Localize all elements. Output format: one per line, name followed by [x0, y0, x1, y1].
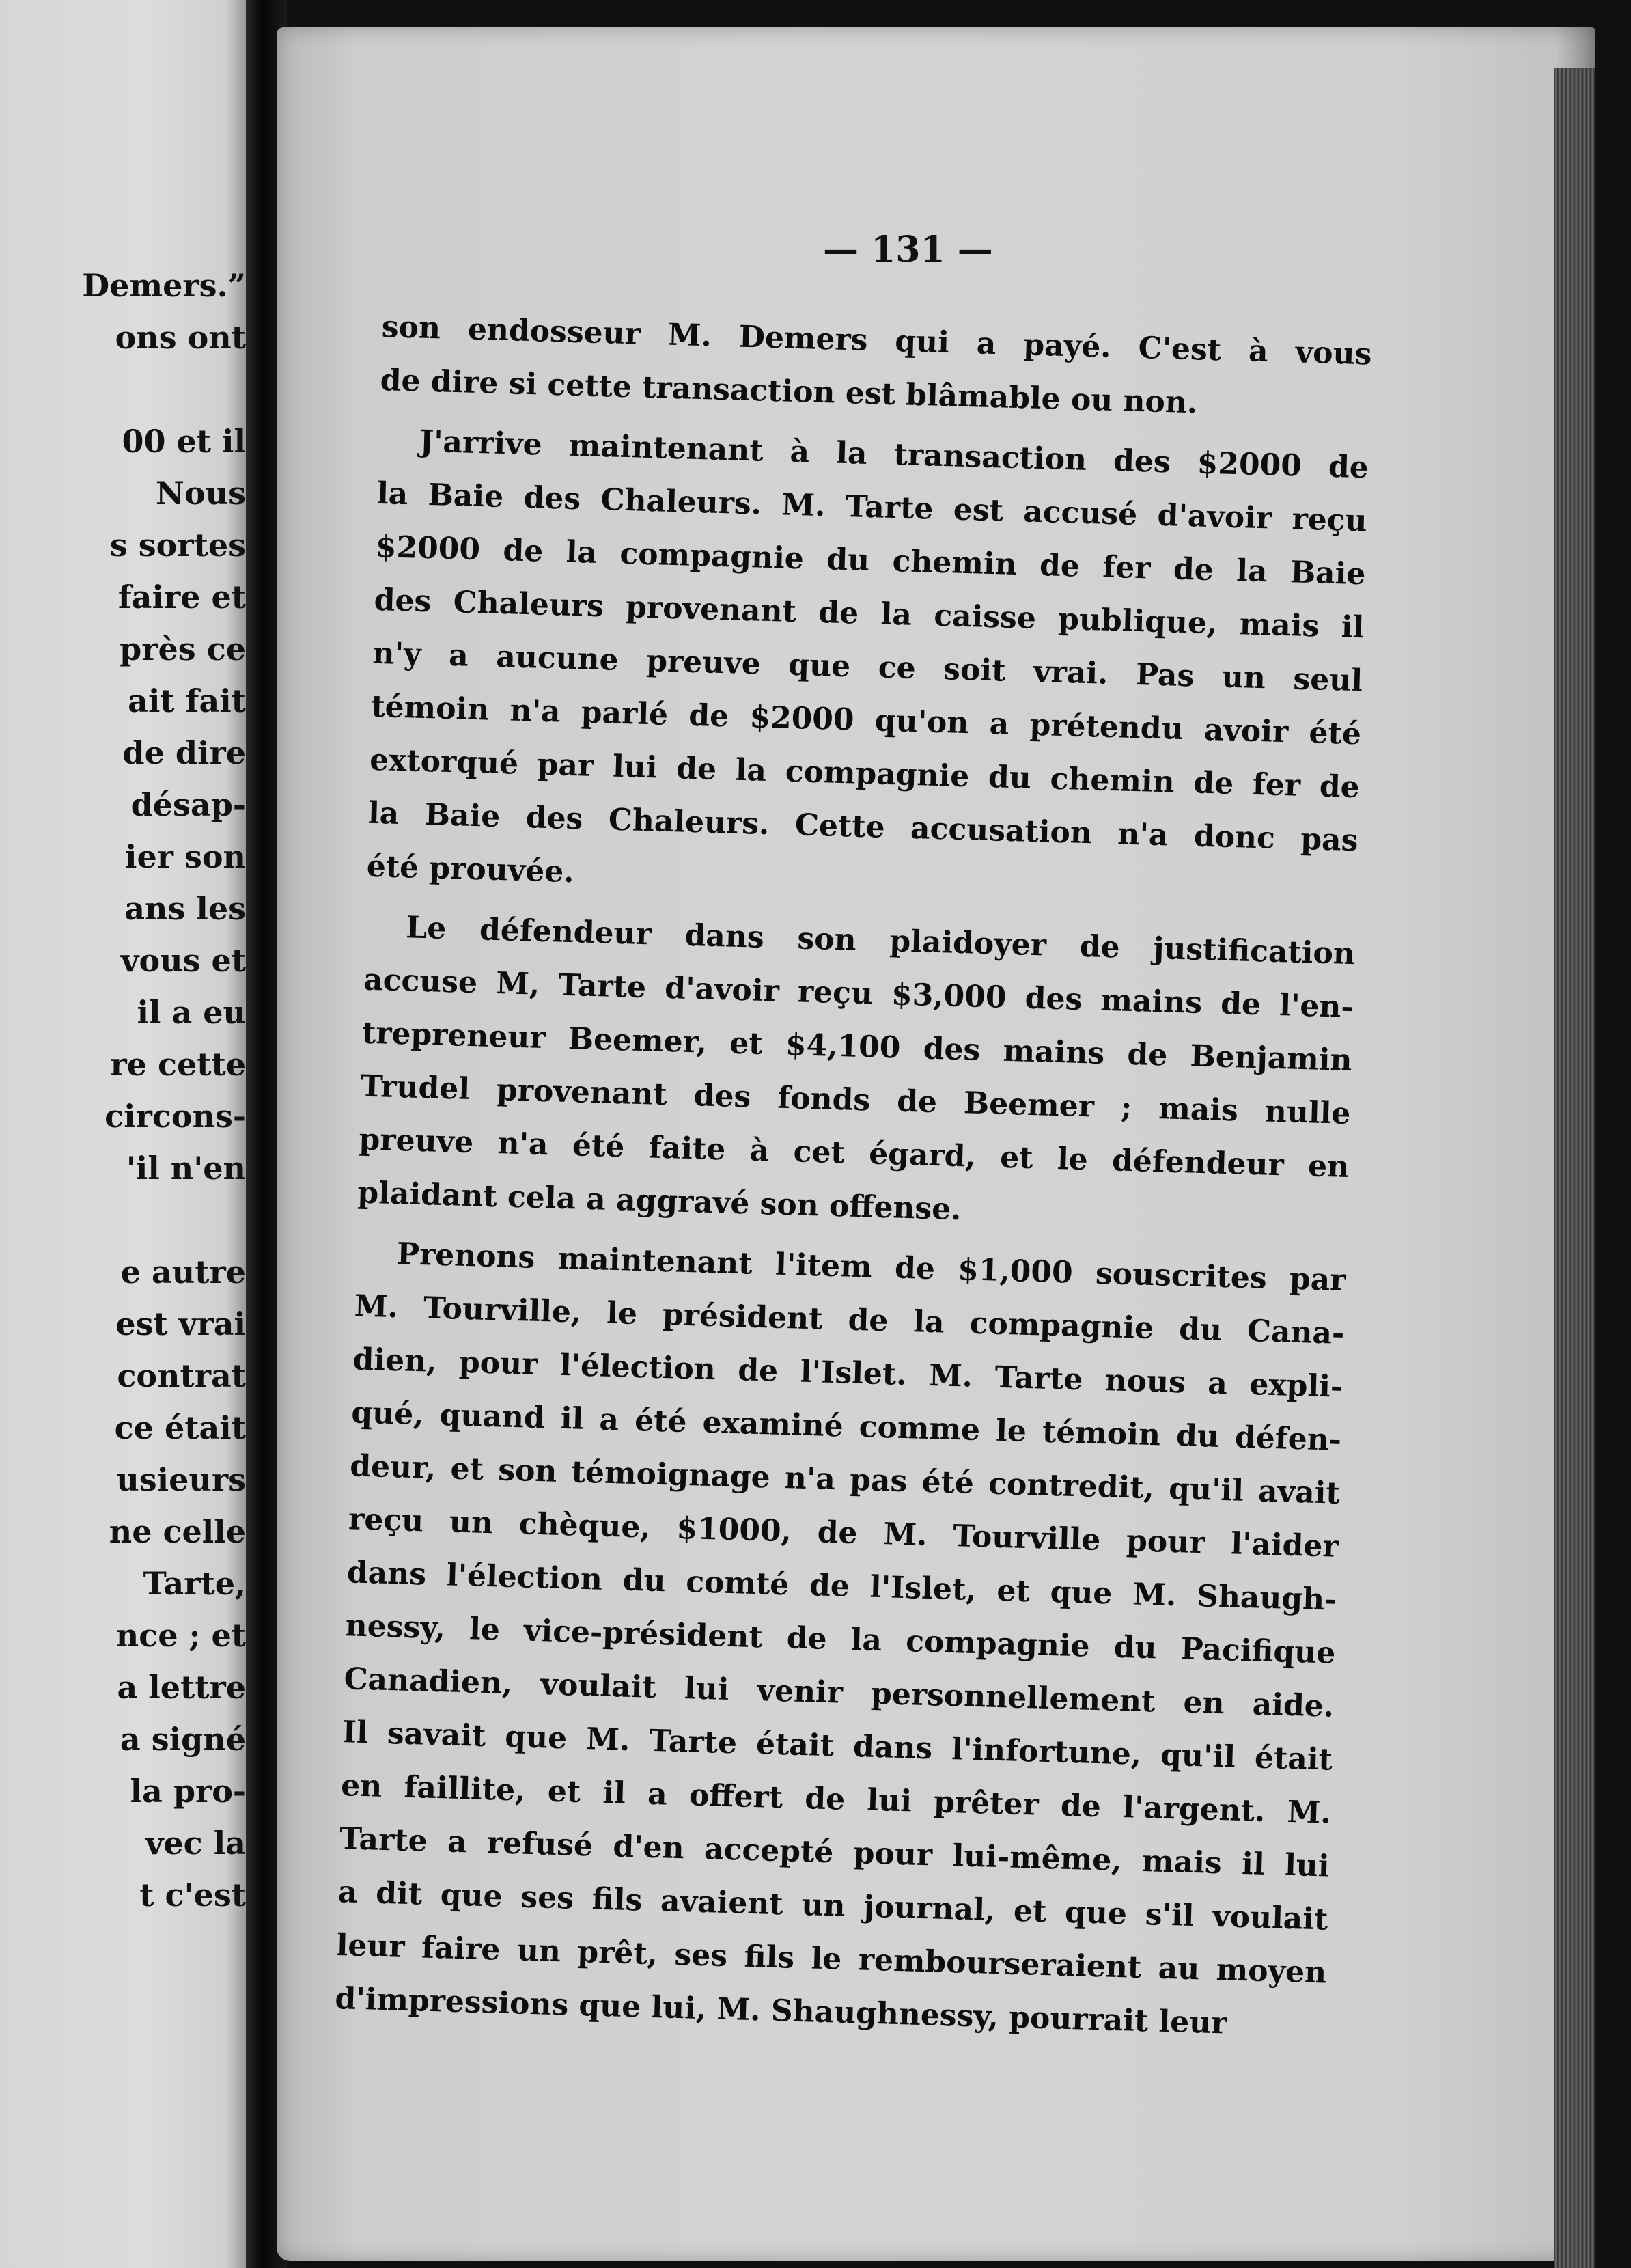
left-page-line: Tarte,	[143, 1565, 246, 1602]
page-number: — 131 —	[823, 229, 993, 271]
text-line: plaidant cela a aggravé son offense.	[357, 1175, 962, 1228]
left-page-line: circons-	[104, 1098, 246, 1135]
left-page-line: la pro-	[130, 1773, 246, 1810]
text-line: en faillite, et il a offert de lui prêter de l'argent. M.	[340, 1768, 1332, 1831]
left-page-line: ne celle	[109, 1513, 246, 1550]
left-page-line: est vrai	[115, 1305, 246, 1342]
text-line: dans l'élection du comté de l'Islet, et que M. Shaugh-	[346, 1555, 1338, 1618]
text-line: d'impressions que lui, M. Shaughnessy, pourrait leur	[334, 1981, 1228, 2041]
left-page-line: ons ont	[115, 319, 246, 356]
text-line: deur, et son témoignage n'a pas été contredit, qu'il avait	[349, 1448, 1341, 1511]
text-line: Prenons maintenant l'item de $1,000 souscrites par	[396, 1236, 1347, 1298]
left-page-line: re cette	[110, 1046, 246, 1083]
text-line: été prouvée.	[366, 848, 575, 890]
left-page-line: e autre	[120, 1254, 246, 1290]
left-page-line: 00 et il	[122, 423, 246, 460]
text-line: Tarte a refusé d'en accepté pour lui-même, mais il lui	[339, 1821, 1330, 1884]
left-page-line: ait fait	[128, 682, 246, 719]
text-line: J'arrive maintenant à la transaction des $2000 de	[419, 424, 1369, 486]
left-page-line: faire et	[117, 579, 246, 616]
left-page-line: Demers.”	[82, 267, 246, 304]
left-page-line: s sortes	[109, 527, 246, 564]
left-page-line: t c'est	[139, 1877, 246, 1913]
text-line: témoin n'a parlé de $2000 qu'on a prétendu avoir été	[370, 689, 1362, 752]
text-line: reçu un chèque, $1000, de M. Tourville pour l'aider	[348, 1502, 1339, 1564]
text-line: la Baie des Chaleurs. Cette accusation n'a donc pas	[367, 795, 1359, 859]
left-page-line: nce ; et	[115, 1617, 246, 1654]
text-line: de dire si cette transaction est blâmable ou non.	[380, 362, 1198, 421]
text-line: n'y a aucune preuve que ce soit vrai. Pas un seul	[372, 635, 1363, 699]
left-page-line: désap-	[130, 786, 246, 823]
paragraph	[334, 1226, 1346, 2053]
left-page-line: a signé	[120, 1721, 246, 1758]
left-page-line	[0, 363, 246, 415]
text-line: nessy, le vice-président de la compagnie du Pacifique	[345, 1608, 1336, 1671]
left-page-line: a lettre	[117, 1669, 246, 1706]
left-page-text	[0, 260, 246, 1921]
paragraph	[366, 414, 1369, 921]
left-page-line: vous et	[120, 942, 246, 979]
left-page-line: de dire	[122, 734, 246, 771]
left-page-line: contrat	[117, 1357, 246, 1394]
left-page-line: il a eu	[137, 994, 246, 1031]
text-line: extorqué par lui de la compagnie du chemin de fer de	[369, 742, 1361, 805]
left-page-line: ce était	[114, 1409, 246, 1446]
left-page-line: Nous	[155, 475, 246, 512]
page-body-text	[334, 301, 1372, 2053]
text-line: accuse M, Tarte d'avoir reçu $3,000 des mains de l'en-	[363, 962, 1354, 1025]
text-line: dien, pour l'élection de l'Islet. M. Tarte nous a expli-	[352, 1342, 1343, 1405]
page-edge-stack	[1554, 68, 1595, 2268]
text-line: son endosseur M. Demers qui a payé. C'est à vous	[381, 309, 1373, 372]
text-line: Trudel provenant des fonds de Beemer ; mais nulle	[360, 1068, 1352, 1132]
left-page-line: ier son	[124, 838, 246, 875]
text-line: M. Tourville, le président de la compagnie du Cana-	[354, 1288, 1346, 1351]
left-page-line: près ce	[120, 631, 246, 667]
text-line: des Chaleurs provenant de la caisse publique, mais il	[374, 582, 1365, 646]
text-line: Canadien, voulait lui venir personnellement en aide.	[343, 1661, 1335, 1724]
text-line: la Baie des Chaleurs. M. Tarte est accusé d'avoir reçu	[376, 475, 1368, 539]
text-line: a dit que ses fils avaient un journal, et que s'il voulait	[337, 1875, 1329, 1937]
text-line: trepreneur Beemer, et $4,100 des mains de Benjamin	[361, 1015, 1353, 1079]
left-page-line	[0, 1194, 246, 1246]
text-line: Il savait que M. Tarte était dans l'infortune, qu'il était	[341, 1715, 1333, 1778]
text-line: Le défendeur dans son plaidoyer de justification	[405, 910, 1356, 972]
left-page-line: ans les	[124, 890, 246, 927]
paragraph	[357, 900, 1356, 1247]
left-page-line: 'il n'en	[126, 1150, 246, 1187]
left-facing-page	[0, 0, 246, 2268]
left-page-line: usieurs	[116, 1461, 246, 1498]
text-line: qué, quand il a été examiné comme le témoin du défen-	[350, 1395, 1342, 1458]
text-line: $2000 de la compagnie du chemin de fer de la Baie	[375, 529, 1367, 592]
text-line: leur faire un prêt, ses fils le rembourseraient au moyen	[336, 1928, 1327, 1991]
text-line: preuve n'a été faite à cet égard, et le défendeur en	[358, 1122, 1350, 1185]
left-page-line: vec la	[145, 1825, 246, 1862]
